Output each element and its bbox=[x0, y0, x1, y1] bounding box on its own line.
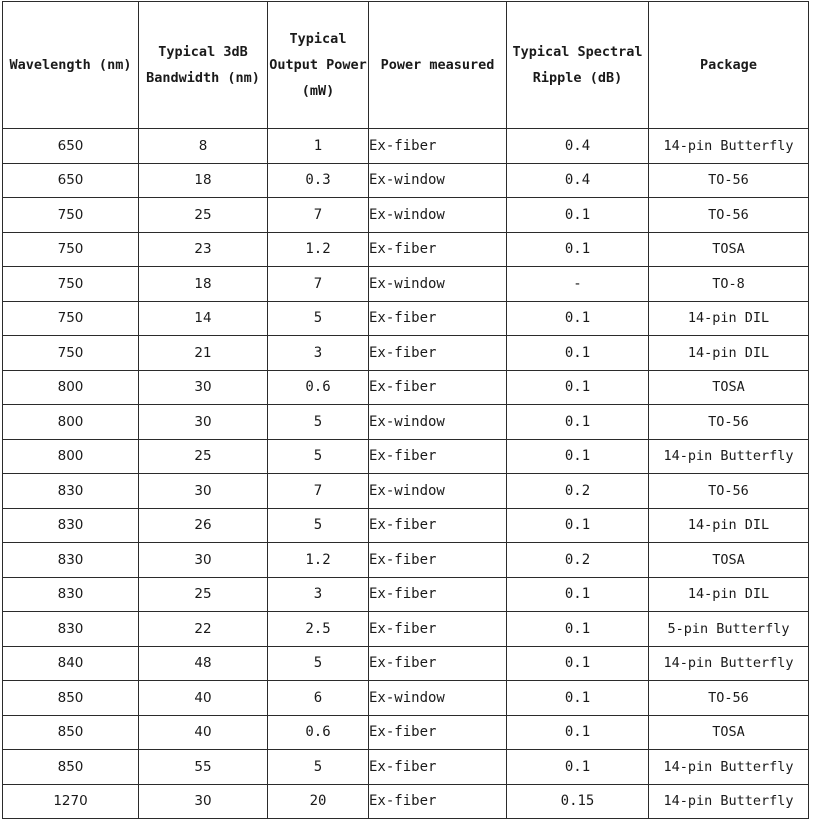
table-row bbox=[3, 543, 809, 578]
cell-bandwidth: 30 bbox=[139, 474, 268, 509]
cell-package: TOSA bbox=[649, 232, 809, 267]
cell-spectral-ripple: 0.1 bbox=[507, 336, 649, 371]
cell-package: TOSA bbox=[649, 370, 809, 405]
table-row bbox=[3, 336, 809, 371]
cell-bandwidth: 21 bbox=[139, 336, 268, 371]
cell-power-measured: Ex-fiber bbox=[369, 508, 507, 543]
table-row bbox=[3, 163, 809, 198]
cell-wavelength: 750 bbox=[3, 198, 139, 233]
table-row bbox=[3, 612, 809, 647]
cell-spectral-ripple: 0.1 bbox=[507, 715, 649, 750]
header-power-measured: Power measured bbox=[369, 2, 507, 129]
cell-spectral-ripple: 0.15 bbox=[507, 784, 649, 819]
table-row bbox=[3, 232, 809, 267]
cell-package: 14-pin Butterfly bbox=[649, 646, 809, 681]
cell-output-power: 0.3 bbox=[268, 163, 369, 198]
table-row bbox=[3, 370, 809, 405]
cell-bandwidth: 23 bbox=[139, 232, 268, 267]
cell-wavelength: 750 bbox=[3, 232, 139, 267]
cell-power-measured: Ex-fiber bbox=[369, 336, 507, 371]
cell-bandwidth: 25 bbox=[139, 439, 268, 474]
cell-wavelength: 830 bbox=[3, 543, 139, 578]
cell-bandwidth: 55 bbox=[139, 750, 268, 785]
cell-spectral-ripple: 0.1 bbox=[507, 198, 649, 233]
cell-wavelength: 750 bbox=[3, 267, 139, 302]
cell-spectral-ripple: 0.1 bbox=[507, 405, 649, 440]
cell-bandwidth: 30 bbox=[139, 405, 268, 440]
cell-spectral-ripple: 0.4 bbox=[507, 163, 649, 198]
header-output-power: Typical Output Power (mW) bbox=[268, 2, 369, 129]
cell-output-power: 6 bbox=[268, 681, 369, 716]
cell-bandwidth: 30 bbox=[139, 370, 268, 405]
cell-package: TOSA bbox=[649, 715, 809, 750]
table-row bbox=[3, 715, 809, 750]
cell-wavelength: 830 bbox=[3, 508, 139, 543]
cell-output-power: 1.2 bbox=[268, 232, 369, 267]
cell-power-measured: Ex-fiber bbox=[369, 577, 507, 612]
table-row bbox=[3, 267, 809, 302]
cell-power-measured: Ex-window bbox=[369, 474, 507, 509]
cell-package: 14-pin Butterfly bbox=[649, 439, 809, 474]
cell-package: TO-56 bbox=[649, 681, 809, 716]
cell-power-measured: Ex-fiber bbox=[369, 543, 507, 578]
cell-output-power: 5 bbox=[268, 646, 369, 681]
cell-package: TO-56 bbox=[649, 163, 809, 198]
table-row bbox=[3, 784, 809, 819]
table-body bbox=[3, 129, 809, 819]
cell-wavelength: 840 bbox=[3, 646, 139, 681]
cell-power-measured: Ex-fiber bbox=[369, 370, 507, 405]
cell-spectral-ripple: 0.2 bbox=[507, 474, 649, 509]
cell-package: 14-pin DIL bbox=[649, 508, 809, 543]
cell-bandwidth: 40 bbox=[139, 715, 268, 750]
header-bandwidth: Typical 3dB Bandwidth (nm) bbox=[139, 2, 268, 129]
cell-bandwidth: 30 bbox=[139, 543, 268, 578]
cell-output-power: 0.6 bbox=[268, 715, 369, 750]
table-row bbox=[3, 405, 809, 440]
cell-spectral-ripple: 0.1 bbox=[507, 577, 649, 612]
cell-spectral-ripple: 0.1 bbox=[507, 439, 649, 474]
cell-wavelength: 800 bbox=[3, 405, 139, 440]
cell-bandwidth: 8 bbox=[139, 129, 268, 164]
cell-bandwidth: 25 bbox=[139, 577, 268, 612]
header-wavelength: Wavelength (nm) bbox=[3, 2, 139, 129]
cell-bandwidth: 30 bbox=[139, 784, 268, 819]
cell-output-power: 7 bbox=[268, 267, 369, 302]
cell-package: 14-pin DIL bbox=[649, 577, 809, 612]
cell-wavelength: 850 bbox=[3, 681, 139, 716]
cell-bandwidth: 25 bbox=[139, 198, 268, 233]
cell-output-power: 0.6 bbox=[268, 370, 369, 405]
cell-spectral-ripple: 0.2 bbox=[507, 543, 649, 578]
cell-spectral-ripple: 0.4 bbox=[507, 129, 649, 164]
cell-package: TO-56 bbox=[649, 198, 809, 233]
cell-wavelength: 750 bbox=[3, 301, 139, 336]
cell-power-measured: Ex-fiber bbox=[369, 301, 507, 336]
cell-power-measured: Ex-window bbox=[369, 681, 507, 716]
cell-power-measured: Ex-fiber bbox=[369, 129, 507, 164]
cell-package: 14-pin Butterfly bbox=[649, 784, 809, 819]
cell-package: 14-pin DIL bbox=[649, 301, 809, 336]
cell-spectral-ripple: 0.1 bbox=[507, 681, 649, 716]
cell-wavelength: 800 bbox=[3, 439, 139, 474]
cell-bandwidth: 14 bbox=[139, 301, 268, 336]
cell-power-measured: Ex-fiber bbox=[369, 750, 507, 785]
cell-wavelength: 800 bbox=[3, 370, 139, 405]
cell-power-measured: Ex-fiber bbox=[369, 232, 507, 267]
cell-package: 5-pin Butterfly bbox=[649, 612, 809, 647]
cell-wavelength: 750 bbox=[3, 336, 139, 371]
cell-bandwidth: 48 bbox=[139, 646, 268, 681]
cell-package: TO-8 bbox=[649, 267, 809, 302]
cell-output-power: 5 bbox=[268, 439, 369, 474]
cell-bandwidth: 18 bbox=[139, 267, 268, 302]
cell-bandwidth: 26 bbox=[139, 508, 268, 543]
header-row bbox=[3, 2, 809, 129]
cell-spectral-ripple: - bbox=[507, 267, 649, 302]
cell-output-power: 3 bbox=[268, 336, 369, 371]
cell-wavelength: 650 bbox=[3, 129, 139, 164]
cell-wavelength: 830 bbox=[3, 612, 139, 647]
cell-bandwidth: 40 bbox=[139, 681, 268, 716]
cell-package: TOSA bbox=[649, 543, 809, 578]
cell-wavelength: 830 bbox=[3, 474, 139, 509]
cell-output-power: 2.5 bbox=[268, 612, 369, 647]
cell-output-power: 20 bbox=[268, 784, 369, 819]
cell-spectral-ripple: 0.1 bbox=[507, 508, 649, 543]
cell-power-measured: Ex-window bbox=[369, 267, 507, 302]
cell-package: TO-56 bbox=[649, 474, 809, 509]
cell-package: 14-pin Butterfly bbox=[649, 129, 809, 164]
cell-output-power: 5 bbox=[268, 750, 369, 785]
cell-bandwidth: 18 bbox=[139, 163, 268, 198]
table-row bbox=[3, 577, 809, 612]
table-row bbox=[3, 750, 809, 785]
table-header bbox=[3, 2, 809, 129]
cell-power-measured: Ex-window bbox=[369, 405, 507, 440]
cell-wavelength: 650 bbox=[3, 163, 139, 198]
cell-output-power: 1 bbox=[268, 129, 369, 164]
spec-table bbox=[2, 1, 809, 819]
cell-output-power: 5 bbox=[268, 508, 369, 543]
cell-wavelength: 1270 bbox=[3, 784, 139, 819]
table-row bbox=[3, 198, 809, 233]
cell-wavelength: 850 bbox=[3, 750, 139, 785]
header-package: Package bbox=[649, 2, 809, 129]
table-row bbox=[3, 439, 809, 474]
cell-package: TO-56 bbox=[649, 405, 809, 440]
cell-package: 14-pin DIL bbox=[649, 336, 809, 371]
cell-output-power: 1.2 bbox=[268, 543, 369, 578]
table-row bbox=[3, 129, 809, 164]
cell-spectral-ripple: 0.1 bbox=[507, 612, 649, 647]
table-row bbox=[3, 646, 809, 681]
cell-output-power: 7 bbox=[268, 474, 369, 509]
cell-spectral-ripple: 0.1 bbox=[507, 370, 649, 405]
cell-wavelength: 830 bbox=[3, 577, 139, 612]
cell-power-measured: Ex-fiber bbox=[369, 646, 507, 681]
cell-power-measured: Ex-fiber bbox=[369, 715, 507, 750]
table-row bbox=[3, 474, 809, 509]
cell-power-measured: Ex-fiber bbox=[369, 784, 507, 819]
table-row bbox=[3, 301, 809, 336]
header-spectral-ripple: Typical Spectral Ripple (dB) bbox=[507, 2, 649, 129]
cell-spectral-ripple: 0.1 bbox=[507, 301, 649, 336]
table-row bbox=[3, 681, 809, 716]
cell-spectral-ripple: 0.1 bbox=[507, 232, 649, 267]
cell-power-measured: Ex-window bbox=[369, 163, 507, 198]
cell-power-measured: Ex-fiber bbox=[369, 439, 507, 474]
cell-package: 14-pin Butterfly bbox=[649, 750, 809, 785]
cell-output-power: 7 bbox=[268, 198, 369, 233]
cell-bandwidth: 22 bbox=[139, 612, 268, 647]
table-row bbox=[3, 508, 809, 543]
cell-output-power: 5 bbox=[268, 405, 369, 440]
cell-output-power: 5 bbox=[268, 301, 369, 336]
cell-output-power: 3 bbox=[268, 577, 369, 612]
cell-wavelength: 850 bbox=[3, 715, 139, 750]
cell-power-measured: Ex-fiber bbox=[369, 612, 507, 647]
cell-spectral-ripple: 0.1 bbox=[507, 750, 649, 785]
cell-power-measured: Ex-window bbox=[369, 198, 507, 233]
cell-spectral-ripple: 0.1 bbox=[507, 646, 649, 681]
